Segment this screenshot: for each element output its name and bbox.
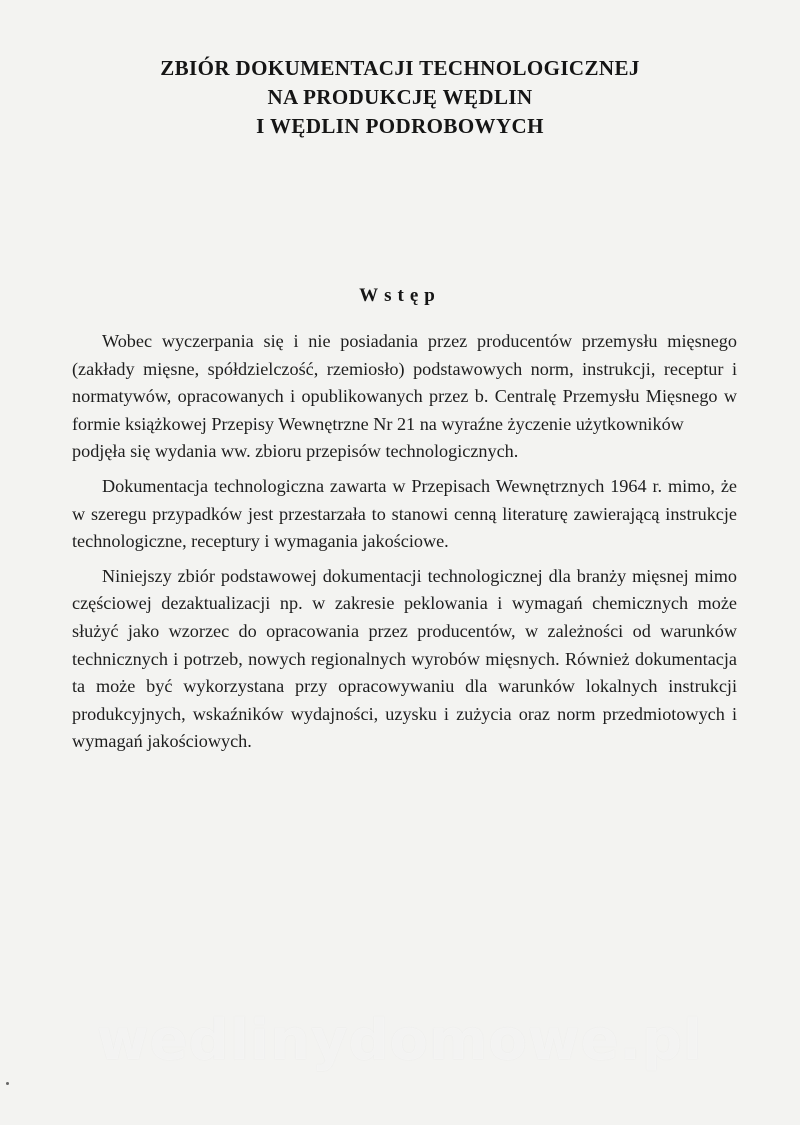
body-text bbox=[72, 328, 737, 763]
paragraph-1-continuation: podjęła się wydania ww. zbioru przepisów technologicznych. bbox=[72, 441, 519, 462]
scan-speck bbox=[6, 1082, 9, 1085]
paragraph-3: Niniejszy zbiór podstawowej dokumentacji technologicznej dla branży mięsnej mimo częściowej dezaktualizacji np. w zakresie peklowania i wymagań chemicznych może służyć jako wzorzec do opracowania przez producentów, w zależności od warunków technicznych i potrzeb, nowych regionalnych wyrobów mięsnych. Również dokumentacja ta może być wykorzystana przy opracowywaniu dla warunków lokalnych instrukcji produkcyjnych, wskaźników wydajności, uzysku i zużycia oraz norm przedmiotowych i wymagań jakościowych. bbox=[72, 565, 737, 752]
section-heading: Wstęp bbox=[359, 285, 441, 306]
paragraph-2: Dokumentacja technologiczna zawarta w Przepisach Wewnętrznych 1964 r. mimo, że w szeregu przypadków jest przestarzała to stanowi cenną literaturę zawierającą instrukcje technologiczne, receptury i wymagania jakościowe. bbox=[72, 475, 737, 552]
watermark: wedlinydomowe.pl bbox=[96, 1008, 704, 1073]
title-line-2: NA PRODUKCJĘ WĘDLIN bbox=[267, 85, 533, 109]
paragraph-1: Wobec wyczerpania się i nie posiadania przez producentów przemysłu mięsnego (zakłady mięsne, spółdzielczość, rzemiosło) podstawowych norm, instrukcji, receptur i normatywów, opracowanych i opublikowanych przez b. Centralę Przemysłu Mięsnego w formie książkowej Przepisy Wewnętrzne Nr 21 na wyraźne życzenie użytkowników bbox=[72, 331, 737, 434]
document-title bbox=[0, 54, 800, 141]
title-line-1: ZBIÓR DOKUMENTACJI TECHNOLOGICZNEJ bbox=[160, 56, 640, 80]
title-line-3: I WĘDLIN PODROBOWYCH bbox=[256, 114, 544, 138]
